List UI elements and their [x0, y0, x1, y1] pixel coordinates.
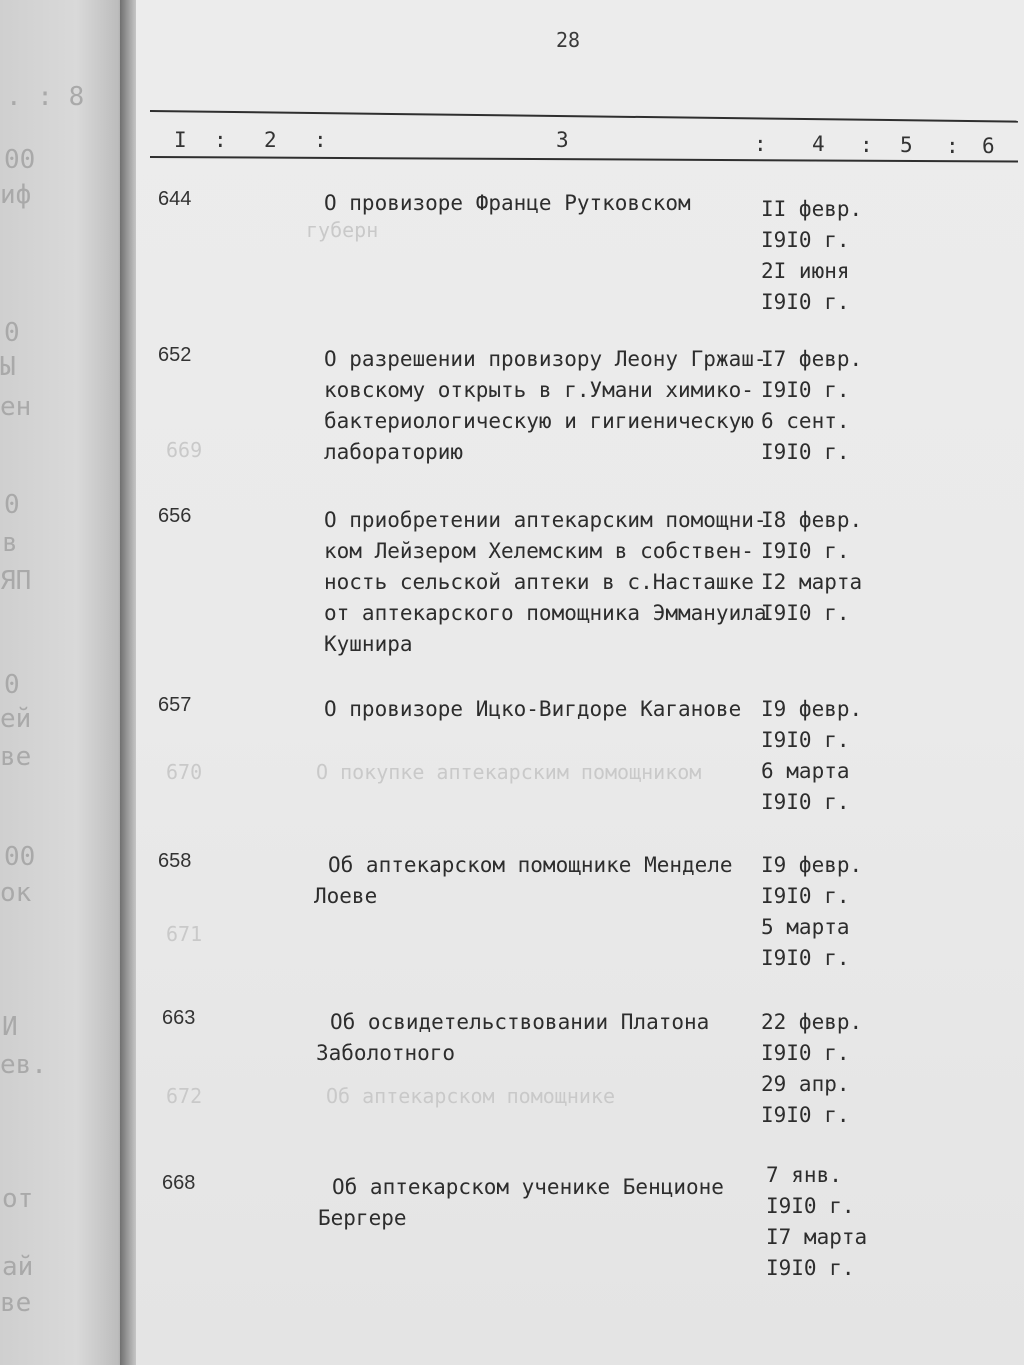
entry-dates: 7 янв. I9I0 г. I7 марта I9I0 г. — [766, 1163, 868, 1280]
entry-number: 658 — [158, 850, 192, 872]
bleed-through: 669 — [166, 438, 203, 462]
header-sep: : — [946, 134, 959, 158]
entry-dates: I7 февр. I9I0 г. 6 сент. I9I0 г. — [761, 347, 863, 464]
entry-title: О разрешении провизору Леону Гржаш- ковскому открыть в г.Умани химико- бактериологическую и гигиеническую лабораторию — [324, 347, 767, 464]
entry-title: Об освидетельствовании Платона Заболотного — [316, 1010, 710, 1065]
header-col-4: 4 — [812, 132, 825, 156]
page-number: 28 — [556, 28, 581, 52]
entry-title: Об аптекарском помощнике Менделе Лоеве — [314, 853, 733, 908]
bleed-through: О покупке аптекарским помощником — [316, 760, 702, 784]
bleed-through: Об аптекарском помощнике — [326, 1084, 615, 1108]
document-page — [136, 0, 1024, 1365]
left-page-edge: . : 8 00 иф 0 Ы ен 0 в ЯП 0 ей ве 00 ок И ев. от ай ве — [0, 0, 128, 1365]
header-sep: : — [754, 132, 767, 156]
header-col-2: 2 — [264, 128, 277, 152]
bleed-through: 670 — [166, 760, 203, 784]
header-top-rule — [150, 110, 1018, 123]
header-col-3: 3 — [556, 128, 569, 152]
entry-number: 668 — [162, 1172, 196, 1194]
entry-number: 644 — [158, 188, 192, 210]
entry-title: Об аптекарском ученике Бенционе Бергере — [318, 1175, 724, 1230]
header-sep: : — [860, 133, 873, 157]
entry-title: О провизоре Франце Рутковском — [324, 191, 691, 215]
entry-number: 657 — [158, 694, 192, 716]
entry-number: 663 — [162, 1007, 196, 1029]
header-sep: : — [214, 128, 227, 152]
bleed-through: 672 — [166, 1084, 203, 1108]
header-sep: : — [314, 128, 327, 152]
entry-dates: I8 февр. I9I0 г. I2 марта I9I0 г. — [761, 508, 863, 625]
header-bottom-rule — [150, 156, 1018, 163]
entry-dates: II февр. I9I0 г. 2I июня I9I0 г. — [761, 197, 863, 314]
header-col-6: 6 — [982, 134, 995, 158]
entry-number: 656 — [158, 505, 192, 527]
entry-number: 652 — [158, 344, 192, 366]
bleed-through: 671 — [166, 922, 203, 946]
entry-dates: I9 февр. I9I0 г. 5 марта I9I0 г. — [761, 853, 863, 970]
entry-title: О провизоре Ицко-Вигдоре Каганове — [324, 697, 742, 721]
entry-dates: 22 февр. I9I0 г. 29 апр. I9I0 г. — [761, 1010, 863, 1127]
header-col-5: 5 — [900, 133, 913, 157]
entry-dates: I9 февр. I9I0 г. 6 марта I9I0 г. — [761, 697, 863, 814]
bleed-through: губерн — [306, 218, 379, 242]
header-col-1: I — [174, 128, 187, 152]
entry-title: О приобретении аптекарским помощни- ком Лейзером Хелемским в собствен- ность сельской аптеки в с.Насташке от аптекарского помощника Эммануила Кушнира — [324, 508, 767, 656]
